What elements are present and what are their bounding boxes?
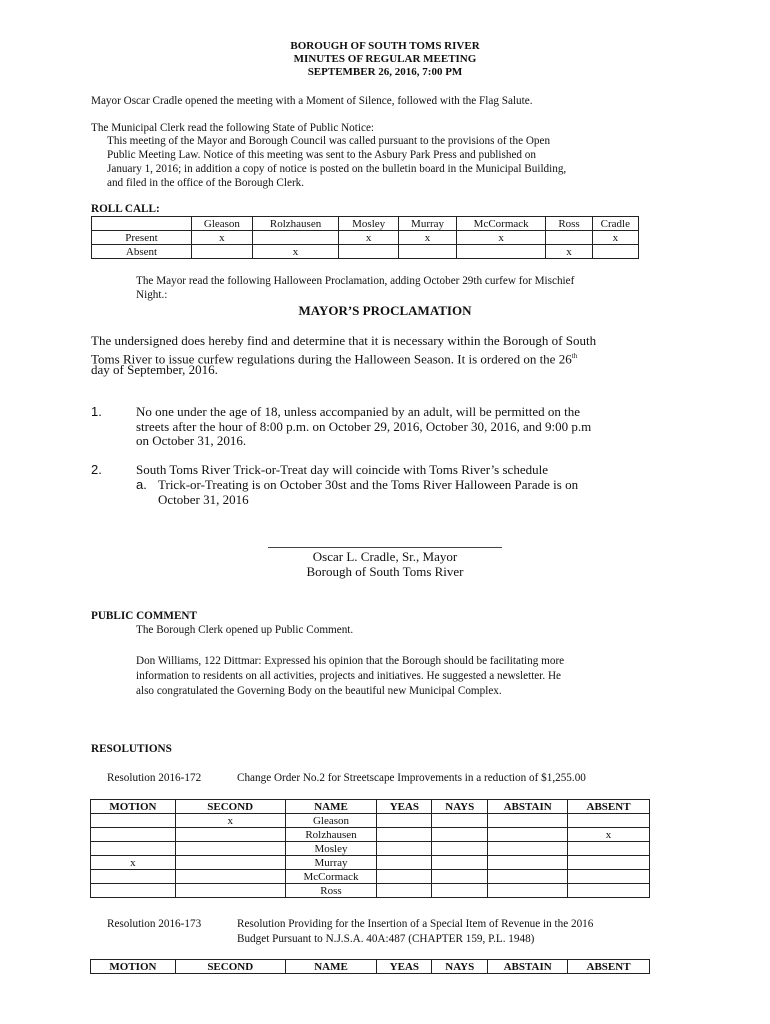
vote-cell: x <box>568 828 650 842</box>
vote-cell <box>175 842 285 856</box>
roll-call-corner <box>92 217 192 231</box>
vote-cell <box>175 870 285 884</box>
vote-cell: Rolzhausen <box>285 828 377 842</box>
vote-cell <box>175 828 285 842</box>
proclamation-intro: Night.: <box>136 289 168 301</box>
signature-line <box>268 547 502 548</box>
sub-item-text: October 31, 2016 <box>158 492 249 507</box>
vote-cell: Murray <box>285 856 377 870</box>
signature-org: Borough of South Toms River <box>306 564 464 579</box>
roll-call-cell: x <box>456 231 545 245</box>
public-comment-opened: The Borough Clerk opened up Public Comment. <box>136 624 354 636</box>
vote-header-row <box>91 960 650 974</box>
vote-header: ABSENT <box>568 800 650 814</box>
resolution-vote-table <box>90 959 650 974</box>
notice-line: and filed in the office of the Borough Clerk. <box>107 177 305 189</box>
doc-title: BOROUGH OF SOUTH TOMS RIVER <box>290 40 480 52</box>
roll-call-col: Rolzhausen <box>252 217 338 231</box>
vote-header: ABSTAIN <box>488 800 568 814</box>
item-number: 2. <box>91 462 102 477</box>
vote-row <box>91 870 650 884</box>
vote-row <box>91 814 650 828</box>
roll-call-cell <box>546 231 592 245</box>
roll-call-col: Mosley <box>339 217 399 231</box>
vote-header: NAME <box>285 960 377 974</box>
notice-line: This meeting of the Mayor and Borough Council was called pursuant to the provisions of the Open <box>107 135 551 147</box>
vote-header: NAME <box>285 800 377 814</box>
vote-cell <box>175 856 285 870</box>
vote-cell: x <box>175 814 285 828</box>
roll-call-cell: x <box>399 231 457 245</box>
vote-cell <box>377 870 432 884</box>
vote-row <box>91 842 650 856</box>
roll-call-col: Gleason <box>191 217 252 231</box>
resolution-number: Resolution 2016-173 <box>107 918 202 930</box>
roll-call-col: McCormack <box>456 217 545 231</box>
resolution-number: Resolution 2016-172 <box>107 772 202 784</box>
vote-cell <box>432 814 488 828</box>
vote-cell <box>175 884 285 898</box>
resolution-description: Resolution Providing for the Insertion of a Special Item of Revenue in the 2016 <box>237 918 594 930</box>
proclamation-paragraph: day of September, 2016. <box>91 362 218 377</box>
roll-call-header-row <box>92 217 639 231</box>
vote-cell <box>377 884 432 898</box>
notice-line: January 1, 2016; in addition a copy of notice is posted on the bulletin board in the Municipal Building, <box>107 163 567 175</box>
item-text: on October 31, 2016. <box>136 433 247 448</box>
roll-call-cell <box>399 245 457 259</box>
vote-row <box>91 856 650 870</box>
roll-call-row-present <box>92 231 639 245</box>
vote-cell <box>432 870 488 884</box>
item-text: No one under the age of 18, unless accompanied by an adult, will be permitted on the <box>136 404 581 419</box>
sub-item-letter: a. <box>136 477 147 492</box>
roll-call-cell <box>252 231 338 245</box>
sub-item-text: Trick-or-Treating is on October 30st and the Toms River Halloween Parade is on <box>158 477 579 492</box>
doc-subtitle: MINUTES OF REGULAR MEETING <box>293 53 477 65</box>
vote-cell <box>568 884 650 898</box>
vote-cell <box>568 842 650 856</box>
vote-cell <box>91 814 176 828</box>
vote-cell: Mosley <box>285 842 377 856</box>
vote-cell: x <box>91 856 176 870</box>
roll-call-cell: x <box>546 245 592 259</box>
vote-cell <box>377 856 432 870</box>
vote-header: ABSTAIN <box>488 960 568 974</box>
vote-header-row <box>91 800 650 814</box>
vote-cell: McCormack <box>285 870 377 884</box>
vote-header: NAYS <box>432 960 488 974</box>
vote-header: MOTION <box>91 960 176 974</box>
vote-cell: Ross <box>285 884 377 898</box>
notice-line: Public Meeting Law. Notice of this meeting was sent to the Asbury Park Press and published on <box>107 149 536 161</box>
roll-call-cell <box>592 245 638 259</box>
vote-cell <box>91 870 176 884</box>
public-comment-text: information to residents on all activities, projects and initiatives. He suggested a newsletter. He <box>136 670 562 682</box>
vote-cell <box>568 856 650 870</box>
vote-cell <box>432 884 488 898</box>
vote-cell <box>432 856 488 870</box>
vote-cell <box>488 814 568 828</box>
vote-cell <box>377 842 432 856</box>
vote-header: YEAS <box>377 960 432 974</box>
roll-call-cell: x <box>252 245 338 259</box>
proclamation-paragraph-text: Toms River to issue curfew regulations during the Halloween Season. It is ordered on the 26 <box>91 351 572 367</box>
roll-call-col: Murray <box>399 217 457 231</box>
vote-cell <box>488 828 568 842</box>
item-text: South Toms River Trick-or-Treat day will coincide with Toms River’s schedule <box>136 462 548 477</box>
roll-call-cell <box>339 245 399 259</box>
resolutions-title: RESOLUTIONS <box>91 743 172 755</box>
vote-row <box>91 884 650 898</box>
vote-cell <box>377 814 432 828</box>
vote-cell <box>432 842 488 856</box>
roll-call-cell <box>456 245 545 259</box>
vote-header: SECOND <box>175 800 285 814</box>
roll-call-row-absent <box>92 245 639 259</box>
roll-call-cell: x <box>339 231 399 245</box>
vote-header: MOTION <box>91 800 176 814</box>
vote-row <box>91 828 650 842</box>
vote-cell <box>568 870 650 884</box>
notice-intro: The Municipal Clerk read the following State of Public Notice: <box>91 122 375 134</box>
vote-header: ABSENT <box>568 960 650 974</box>
vote-header: YEAS <box>377 800 432 814</box>
roll-call-cell: x <box>191 231 252 245</box>
item-text: streets after the hour of 8:00 p.m. on October 29, 2016, October 30, 2016, and 9:00 p.m <box>136 419 592 434</box>
public-comment-text: Don Williams, 122 Dittmar: Expressed his opinion that the Borough should be facilitating more <box>136 655 565 667</box>
vote-cell <box>568 814 650 828</box>
proclamation-intro: The Mayor read the following Halloween Proclamation, adding October 29th curfew for Mischief <box>136 275 575 287</box>
public-comment-title: PUBLIC COMMENT <box>91 610 197 622</box>
opening-statement: Mayor Oscar Cradle opened the meeting with a Moment of Silence, followed with the Flag Salute. <box>91 95 533 107</box>
roll-call-cell <box>191 245 252 259</box>
vote-cell <box>488 856 568 870</box>
roll-call-cell: x <box>592 231 638 245</box>
vote-cell <box>488 870 568 884</box>
roll-call-row-label: Present <box>92 231 192 245</box>
roll-call-col: Ross <box>546 217 592 231</box>
vote-cell: Gleason <box>285 814 377 828</box>
vote-header: NAYS <box>432 800 488 814</box>
roll-call-row-label: Absent <box>92 245 192 259</box>
vote-cell <box>91 884 176 898</box>
vote-cell <box>91 842 176 856</box>
vote-cell <box>432 828 488 842</box>
doc-date: SEPTEMBER 26, 2016, 7:00 PM <box>307 66 463 78</box>
roll-call-col: Cradle <box>592 217 638 231</box>
proclamation-paragraph: The undersigned does hereby find and determine that it is necessary within the Borough of South <box>91 333 597 348</box>
vote-cell <box>488 842 568 856</box>
roll-call-title: ROLL CALL: <box>91 203 160 215</box>
vote-cell <box>377 828 432 842</box>
resolution-description: Budget Pursuant to N.J.S.A. 40A:487 (CHAPTER 159, P.L. 1948) <box>237 933 535 945</box>
proclamation-title: MAYOR’S PROCLAMATION <box>298 303 472 318</box>
vote-cell <box>91 828 176 842</box>
signature-name: Oscar L. Cradle, Sr., Mayor <box>312 549 458 564</box>
vote-cell <box>488 884 568 898</box>
item-number: 1. <box>91 404 102 419</box>
public-comment-text: also congratulated the Governing Body on the beautiful new Municipal Complex. <box>136 685 502 697</box>
resolution-description: Change Order No.2 for Streetscape Improvements in a reduction of $1,255.00 <box>237 772 586 784</box>
resolution-vote-table <box>90 799 650 898</box>
vote-header: SECOND <box>175 960 285 974</box>
ordinal-suffix: th <box>571 352 578 360</box>
roll-call-table <box>91 216 639 259</box>
